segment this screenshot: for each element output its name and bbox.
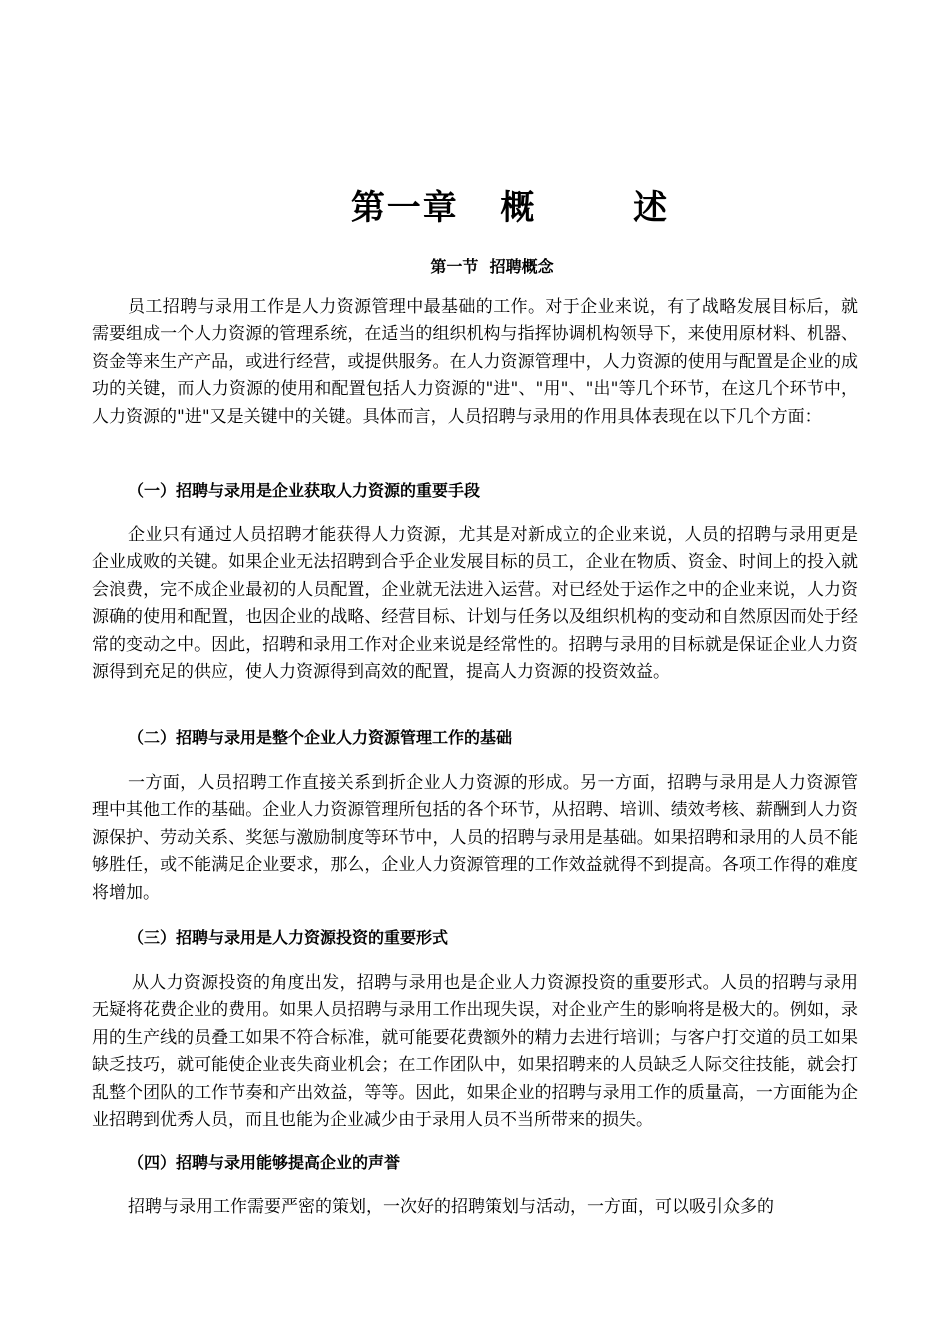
subheading-1: （一）招聘与录用是企业获取人力资源的重要手段 [128, 481, 481, 500]
paragraph-2: 一方面，人员招聘工作直接关系到折企业人力资源的形成。另一方面，招聘与录用是人力资源管理中其他工作的基础。企业人力资源管理所包括的各个环节，从招聘、培训、绩效考核、薪酬到人力资源保护、劳动关系、奖惩与激励制度等环节中，人员的招聘与录用是基础。如果招聘和录用的人员不能够胜任，或不能满足企业要求，那么，企业人力资源管理的工作效益就得不到提高。各项工作得的难度将增加。 [92, 773, 858, 903]
subheading-2: （二）招聘与录用是整个企业人力资源管理工作的基础 [128, 728, 513, 747]
paragraph-3: 从人力资源投资的角度出发，招聘与录用也是企业人力资源投资的重要形式。人员的招聘与录用无疑将花费企业的费用。如果人员招聘与录用工作出现失误，对企业产生的影响将是极大的。例如，录用的生产线的员叠工如果不符合标准，就可能要花费额外的精力去进行培训；与客户打交道的员工如果缺乏技巧，就可能使企业丧失商业机会；在工作团队中，如果招聘来的人员缺乏人际交往技能，就会打乱整个团队的工作节奏和产出效益，等等。因此，如果企业的招聘与录用工作的质量高，一方面能为企业招聘到优秀人员，而且也能为企业减少由于录用人员不当所带来的损失。 [92, 973, 858, 1131]
paragraph-1: 企业只有通过人员招聘才能获得人力资源，尤其是对新成立的企业来说，人员的招聘与录用更是企业成败的关键。如果企业无法招聘到合乎企业发展目标的员工，企业在物质、资金、时间上的投入就会浪费，完不成企业最初的人员配置，企业就无法进入运营。对已经处于运作之中的企业来说，人力资源确的使用和配置，也因企业的战略、经营目标、计划与任务以及组织机构的变动和自然原因而处于经常的变动之中。因此，招聘和录用工作对企业来说是经常性的。招聘与录用的目标就是保证企业人力资源得到充足的供应，使人力资源得到高效的配置，提高人力资源的投资效益。 [92, 525, 858, 683]
section-title: 第一节 招聘概念 [430, 257, 554, 276]
subheading-4: （四）招聘与录用能够提高企业的声誉 [128, 1153, 401, 1172]
subheading-3: （三）招聘与录用是人力资源投资的重要形式 [128, 928, 449, 947]
paragraph-4: 招聘与录用工作需要严密的策划，一次好的招聘策划与活动，一方面，可以吸引众多的 [128, 1197, 774, 1217]
intro-paragraph: 员工招聘与录用工作是人力资源管理中最基础的工作。对于企业来说，有了战略发展目标后，就需要组成一个人力资源的管理系统，在适当的组织机构与指挥协调机构领导下，来使用原材料、机器、资金等来生产产品，或进行经营，或提供服务。在人力资源管理中，人力资源的使用与配置是企业的成功的关键，而人力资源的使用和配置包括人力资源的"进"、"用"、"出"等几个环节，在这几个环节中，人力资源的"进"又是关键中的关键。具体而言，人员招聘与录用的作用具体表现在以下几个方面： [92, 297, 858, 427]
chapter-title: 第一章 概 述 [350, 188, 670, 228]
